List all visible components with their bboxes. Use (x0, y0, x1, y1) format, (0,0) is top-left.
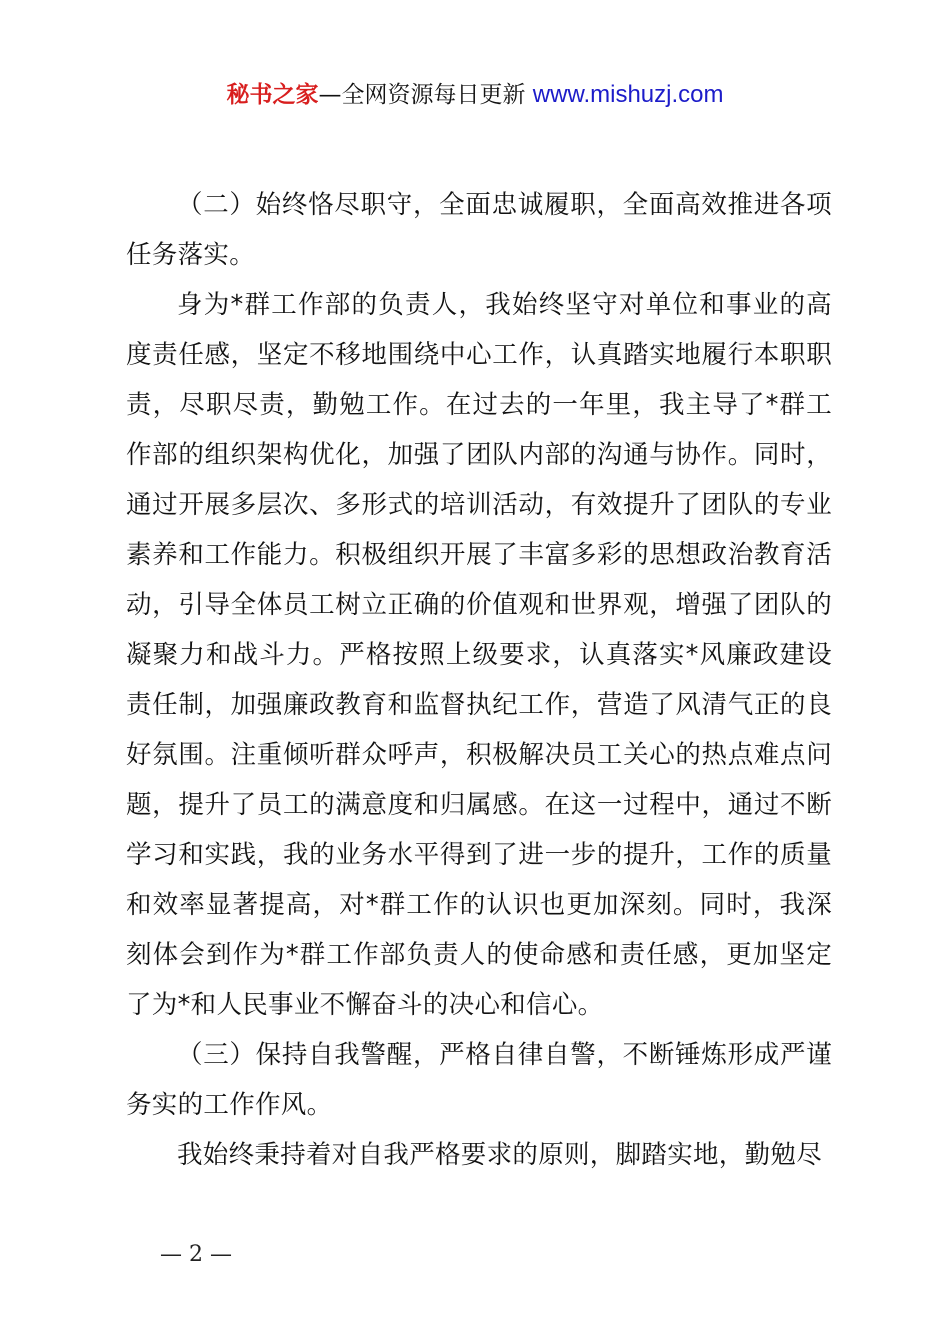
header-tagline: —全网资源每日更新 (318, 82, 526, 108)
body-paragraph-continued: 我始终秉持着对自我严格要求的原则，脚踏实地，勤勉尽 (177, 1140, 823, 1170)
page-header (0, 78, 950, 112)
section-heading-3: （三）保持自我警醒，严格自律自警，不断锤炼形成严谨务实的工作作风。 (126, 1040, 832, 1120)
document-body (126, 180, 832, 1180)
brand-name: 秘书之家 (226, 82, 319, 108)
section-heading-2: （二）始终恪尽职守，全面忠诚履职，全面高效推进各项任务落实。 (126, 190, 832, 270)
page-number: — 2 — (160, 1242, 232, 1267)
body-paragraph: 身为*群工作部的负责人，我始终坚守对单位和事业的高度责任感，坚定不移地围绕中心工作，认真踏实地履行本职职责，尽职尽责，勤勉工作。在过去的一年里，我主导了*群工作部的组织架构优化，加强了团队内部的沟通与协作。同时，通过开展多层次、多形式的培训活动，有效提升了团队的专业素养和工作能力。积极组织开展了丰富多彩的思想政治教育活动，引导全体员工树立正确的价值观和世界观，增强了团队的凝聚力和战斗力。严格按照上级要求，认真落实*风廉政建设责任制，加强廉政教育和监督执纪工作，营造了风清气正的良好氛围。注重倾听群众呼声，积极解决员工关心的热点难点问题，提升了员工的满意度和归属感。在这一过程中，通过不断学习和实践，我的业务水平得到了进一步的提升，工作的质量和效率显著提高，对*群工作的认识也更加深刻。同时，我深刻体会到作为*群工作部负责人的使命感和责任感，更加坚定了为*和人民事业不懈奋斗的决心和信心。 (126, 290, 832, 1020)
website-link[interactable]: www.mishuzj.com (532, 81, 724, 108)
